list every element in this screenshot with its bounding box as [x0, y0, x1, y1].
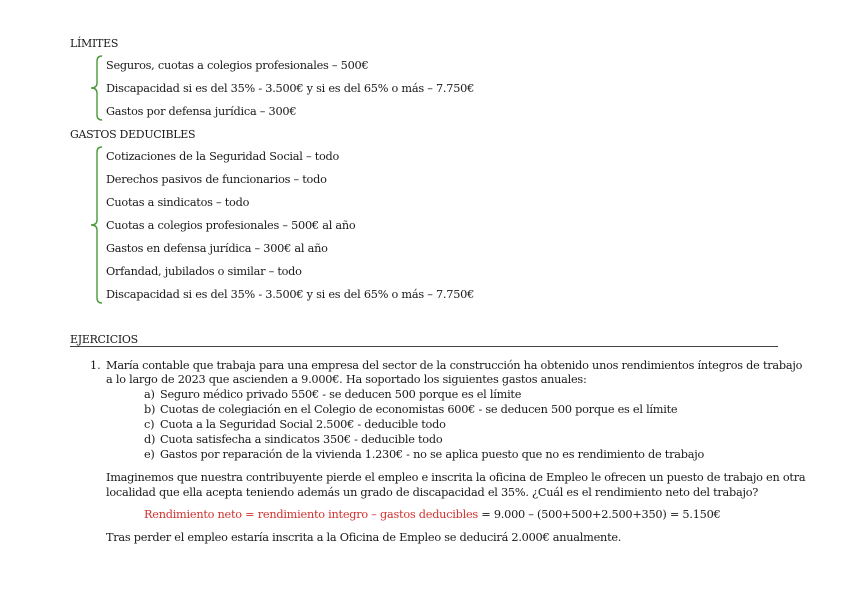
- scenario-line: localidad que ella acepta teniendo además un grado de discapacidad el 35%. ¿Cuál es el rendimiento neto del trabajo?: [106, 486, 759, 499]
- ejercicios-heading: EJERCICIOS: [70, 333, 138, 346]
- gastos-item: Discapacidad si es del 35% - 3.500€ y si es del 65% o más – 7.750€: [106, 288, 475, 301]
- gastos-heading: GASTOS DEDUCIBLES: [70, 128, 196, 141]
- exercise-intro-line: María contable que trabaja para una empresa del sector de la construcción ha obtenido unos rendimientos íntegros de trabajo: [106, 359, 803, 372]
- sub-item-letter: a): [144, 388, 155, 401]
- section-divider: [70, 346, 778, 347]
- sub-item-letter: b): [144, 403, 156, 416]
- gastos-brace: [88, 146, 106, 304]
- scenario-line: Imaginemos que nuestra contribuyente pierde el empleo e inscrita la oficina de Empleo le ofrecen un puesto de trabajo en otra: [106, 471, 806, 484]
- limites-brace: [88, 55, 106, 121]
- sub-item-text: Gastos por reparación de la vivienda 1.230€ - no se aplica puesto que no es rendimiento de trabajo: [160, 448, 705, 461]
- sub-item-text: Cuota satisfecha a sindicatos 350€ - deducible todo: [160, 433, 443, 446]
- sub-item-text: Cuota a la Seguridad Social 2.500€ - deducible todo: [160, 418, 446, 431]
- sub-item-text: Seguro médico privado 550€ - se deducen 500 porque es el límite: [160, 388, 522, 401]
- limites-item: Seguros, cuotas a colegios profesionales – 500€: [106, 59, 369, 72]
- sub-item-letter: d): [144, 433, 156, 446]
- exercise-intro-line: a lo largo de 2023 que ascienden a 9.000€. Ha soportado los siguientes gastos anuales:: [106, 373, 587, 386]
- gastos-item: Gastos en defensa jurídica – 300€ al año: [106, 242, 328, 255]
- sub-item-text: Cuotas de colegiación en el Colegio de economistas 600€ - se deducen 500 porque es el límite: [160, 403, 678, 416]
- final-note: Tras perder el empleo estaría inscrita a la Oficina de Empleo se deducirá 2.000€ anualmente.: [106, 531, 622, 544]
- gastos-item: Cuotas a colegios profesionales – 500€ al año: [106, 219, 356, 232]
- gastos-item: Cotizaciones de la Seguridad Social – todo: [106, 150, 340, 163]
- gastos-item: Cuotas a sindicatos – todo: [106, 196, 250, 209]
- gastos-item: Derechos pasivos de funcionarios – todo: [106, 173, 327, 186]
- sub-item-letter: e): [144, 448, 155, 461]
- gastos-item: Orfandad, jubilados o similar – todo: [106, 265, 302, 278]
- sub-item-letter: c): [144, 418, 155, 431]
- formula-definition: Rendimiento neto = rendimiento integro – gastos deducibles: [144, 508, 478, 521]
- formula-result: = 9.000 – (500+500+2.500+350) = 5.150€: [477, 508, 721, 521]
- limites-heading: LÍMITES: [70, 37, 119, 50]
- limites-item: Discapacidad si es del 35% - 3.500€ y si es del 65% o más – 7.750€: [106, 82, 475, 95]
- limites-item: Gastos por defensa jurídica – 300€: [106, 105, 297, 118]
- item-number: 1.: [90, 359, 101, 372]
- formula: [144, 508, 720, 521]
